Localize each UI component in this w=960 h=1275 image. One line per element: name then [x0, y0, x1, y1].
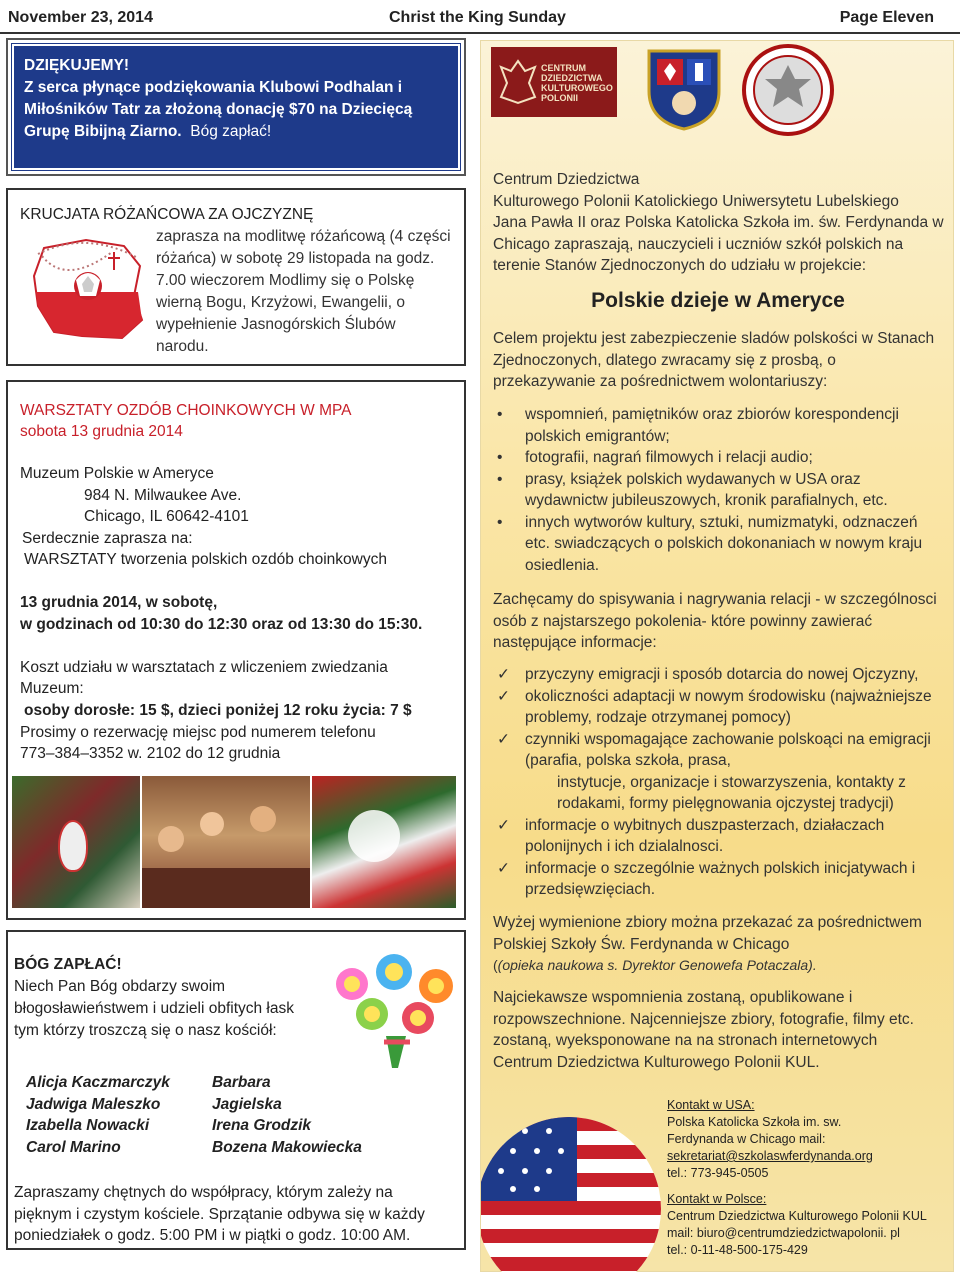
page-header [0, 0, 960, 34]
list-item: ✓ okoliczności adaptacji w nowym środowisku (najważniejsze problemy, rodzaje otrzymanej pomocy) [497, 687, 932, 726]
checkmark-icon: ✓ [497, 666, 510, 683]
contact-email: mail: biuro@centrumdziedzictwapolonii. pl [667, 1226, 900, 1240]
goal-line: Zjednoczonych, dlatego zwracamy się z prosbą, o [493, 351, 836, 369]
eagle-icon [497, 57, 539, 107]
flowers-icon [328, 950, 464, 1070]
workshop-invite: Serdecznie zaprasza na: [22, 530, 193, 547]
list-item: ✓ czynniki wspomagające zachowanie polskoąci na emigracji (parafia, polska szkoła, prasa, instytucje, organizacje i stowarzyszenia, kontakty z rodakami, formy pielęgnowania ojczystej tradycji) [497, 730, 931, 812]
intro-line: Centrum Dziedzictwa [493, 171, 640, 188]
collect-note: ((opieka naukowa s. Dyrektor Genowefa Potaczala). [493, 957, 817, 973]
rosary-line: zaprasza na modlitwę różańcową (4 części [156, 228, 451, 245]
donor-name: Carol Marino [26, 1138, 121, 1156]
collect-line: Wyżej wymienione zbiory można przekazać za pośrednictwem [493, 914, 922, 931]
publish-text [493, 987, 945, 1073]
list-item: • fotografii, nagrań filmowych i relacji audio; [493, 447, 945, 469]
contact-phone: tel.: 773-945-0505 [667, 1166, 769, 1180]
rosary-line: narodu. [156, 338, 209, 355]
kul-seal-icon [741, 43, 835, 137]
workshop-box [6, 380, 466, 920]
blessing-line: Niech Pan Bóg obdarzy swoim [14, 978, 226, 995]
rosary-title: KRUCJATA RÓŻAŃCOWA ZA OJCZYZNĘ [20, 206, 314, 223]
rosary-line: wypełnienie Jasnogórskich Ślubów [156, 316, 396, 333]
contact-line: Polska Katolicka Szkoła im. sw. [667, 1115, 842, 1129]
information-checklist [493, 664, 945, 901]
poland-rosary-icon [26, 236, 150, 346]
list-item: • prasy, książek polskich wydawanych w USA oraz wydawnictw jubileuszowych, kronik parafialnych, etc. [497, 470, 888, 509]
thanks-line: Z serca płynące podziękowania Klubowi Podhalan i [24, 79, 403, 96]
header-title: Christ the King Sunday [389, 9, 566, 26]
contact-email-link[interactable]: sekretariat@szkolaswferdynanda.org [667, 1149, 873, 1163]
goal-line: przekazywanie za pośrednictwem wolontariuszy: [493, 373, 828, 390]
intro-line: Chicago zapraszają, nauczycieli i uczniów szkół polskich na [493, 235, 904, 253]
workshop-title: WARSZTATY OZDÓB CHOINKOWYCH W MPA [20, 402, 352, 419]
donor-name: Bozena Makowiecka [212, 1138, 362, 1156]
donor-name: Jadwiga Maleszko [26, 1095, 161, 1113]
thanks-inner [12, 44, 460, 170]
kul-centre-logo [491, 47, 617, 117]
contact-poland [667, 1191, 927, 1259]
donor-names-left [26, 1072, 170, 1158]
thanks-line: Grupę Bibijną Ziarno. Bóg zapłać! [24, 123, 272, 140]
donor-names-right [212, 1072, 362, 1158]
donor-name: Barbara [212, 1074, 271, 1091]
list-item: • wspomnień, pamiętników oraz zbiorów korespondencji polskich emigrantów; [497, 406, 899, 445]
intro-text [493, 169, 945, 277]
thanks-line: DZIĘKUJEMY! [24, 57, 130, 74]
goal-text [493, 328, 945, 393]
contact-usa [667, 1097, 873, 1182]
rosary-body [156, 226, 456, 358]
publish-line: Najciekawsze wspomnienia zostaną, opublikowane i [493, 989, 853, 1006]
donor-name: Alicja Kaczmarczyk [26, 1074, 170, 1091]
workshop-date: sobota 13 grudnia 2014 [20, 423, 183, 440]
publish-line: Centrum Dziedzictwa Kulturowego Polonii KUL. [493, 1053, 820, 1071]
publish-line: zostaną, wyeksponowane na na stronach internetowych [493, 1032, 878, 1049]
thanks-line: Miłośników Tatr za złożoną donację $70 na Dziecięcą [24, 101, 413, 118]
workshop-cost: Koszt udziału w warsztatach z wliczeniem zwiedzania [20, 659, 388, 676]
cleaning-line: Zapraszamy chętnych do współpracy, którym zależy na [14, 1184, 393, 1201]
checkmark-icon: ✓ [497, 816, 510, 834]
logo-text: CENTRUM [541, 63, 586, 73]
workshop-reserve: Prosimy o rezerwację miejsc pod numerem telefonu [20, 724, 376, 741]
blessing-line: błogosławieństwem i udzieli obfitych łask [14, 1000, 294, 1017]
blessing-box [6, 930, 466, 1250]
rosary-crusade-box [6, 188, 466, 366]
workshop-photos [12, 776, 456, 908]
contact-line: Ferdynanda w Chicago mail: [667, 1132, 826, 1146]
logo-text: DZIEDZICTWA [541, 73, 603, 83]
encourage-text [493, 589, 945, 654]
donor-name: Izabella Nowacki [26, 1117, 150, 1134]
contact-phone: tel.: 0-11-48-500-175-429 [667, 1243, 808, 1257]
bullet-icon: • [497, 406, 503, 423]
workshop-prices: osoby dorosłe: 15 $, dzieci poniżej 12 roku życia: 7 $ [24, 702, 412, 719]
publish-line: rozpowszechnione. Najcenniejsze zbiory, fotografie, filmy etc. [493, 1010, 914, 1028]
collect-line: Polskiej Szkoły Św. Ferdynanda w Chicago [493, 935, 790, 953]
logo-text: KULTUROWEGO [541, 83, 613, 93]
usa-flag-globe-icon [481, 1113, 667, 1273]
cleaning-line: pięknym i czystym kościele. Sprzątanie odbywa się w każdy [14, 1205, 425, 1223]
encourage-line: Zachęcamy do spisywania i nagrywania relacji - w szczególnosci [493, 591, 937, 608]
contact-heading: Kontakt w Polsce: [667, 1192, 767, 1206]
ornament-photo [12, 776, 140, 908]
list-item: • innych wytworów kultury, sztuki, numizmatyki, odznaczeń etc. swiadczących o polskich dokonaniach w nowym kraju osiedlenia. [497, 513, 923, 574]
donor-name: Irena Grodzik [212, 1117, 312, 1134]
list-item: ✓ przyczyny emigracji i sposób dotarcia do nowej Ojczyzny, [493, 664, 945, 686]
checkmark-icon: ✓ [497, 730, 510, 748]
collection-list [493, 404, 945, 576]
blessing-title: BÓG ZAPŁAĆ! [14, 956, 122, 973]
heritage-project-panel [480, 40, 954, 1272]
bullet-icon: • [497, 470, 503, 488]
intro-line: Jana Pawła II oraz Polska Katolicka Szkoła im. św. Ferdynanda w [493, 214, 944, 231]
workshop-when: 13 grudnia 2014, w sobotę, [20, 594, 218, 611]
children-photo [142, 776, 310, 908]
decorations-photo [312, 776, 456, 908]
intro-line: terenie Stanów Zjednoczonych do udziału w projekcie: [493, 257, 867, 274]
intro-line: Kulturowego Polonii Katolickiego Uniwersytetu Lubelskiego [493, 192, 899, 210]
contact-line: Centrum Dziedzictwa Kulturowego Polonii KUL [667, 1209, 927, 1223]
thanks-box [6, 38, 466, 176]
checkmark-icon: ✓ [497, 859, 510, 877]
checkmark-icon: ✓ [497, 687, 510, 705]
contact-heading: Kontakt w USA: [667, 1098, 755, 1112]
bullet-icon: • [497, 513, 503, 531]
header-date: November 23, 2014 [8, 9, 153, 26]
workshop-phone: 773–384–3352 w. 2102 do 12 grudnia [20, 745, 281, 762]
workshop-desc: WARSZTATY tworzenia polskich ozdób choinkowych [24, 551, 387, 568]
donor-name: Jagielska [212, 1095, 282, 1113]
logo-text: POLONII [541, 93, 579, 103]
workshop-venue: Muzeum Polskie w Ameryce [20, 465, 214, 482]
workshop-street: 984 N. Milwaukee Ave. [84, 487, 242, 504]
rosary-line: 7.00 wieczorem Modlimy się o Polskę [156, 272, 415, 289]
encourage-line: osób z najstarszego pokolenia- które powinny zawierać [493, 612, 873, 630]
encourage-line: następujące informacje: [493, 634, 657, 651]
workshop-hours: w godzinach od 10:30 do 12:30 oraz od 13:30 do 15:30. [20, 616, 423, 633]
header-page: Page Eleven [839, 9, 934, 26]
list-item: ✓ informacje o wybitnych duszpasterzach, działaczach polonijnych i ich dzialalnosci. [497, 816, 885, 855]
goal-line: Celem projektu jest zabezpieczenie sladów polskości w Stanach [493, 330, 935, 347]
blessing-line: tym którzy troszczą się o nasz kościół: [14, 1022, 277, 1039]
project-headline: Polskie dzieje w Ameryce [591, 289, 845, 312]
cleaning-invite [14, 1182, 425, 1247]
workshop-cost: Muzeum: [20, 680, 84, 697]
bullet-icon: • [497, 449, 503, 466]
rosary-line: wierną Bogu, Krzyżowi, Ewangelii, o [156, 294, 405, 311]
cleaning-line: poniedziałek o godz. 5:00 PM i w piątki o godz. 10:00 AM. [14, 1227, 411, 1244]
rosary-line: różańca) w sobotę 29 listopada na godz. [156, 250, 435, 267]
list-item: ✓ informacje o szczególnie ważnych polskich inicjatywach i przedsięwzięciach. [497, 859, 916, 898]
workshop-city: Chicago, IL 60642-4101 [84, 508, 249, 525]
collect-text [493, 912, 945, 977]
school-crest-icon [641, 45, 727, 131]
